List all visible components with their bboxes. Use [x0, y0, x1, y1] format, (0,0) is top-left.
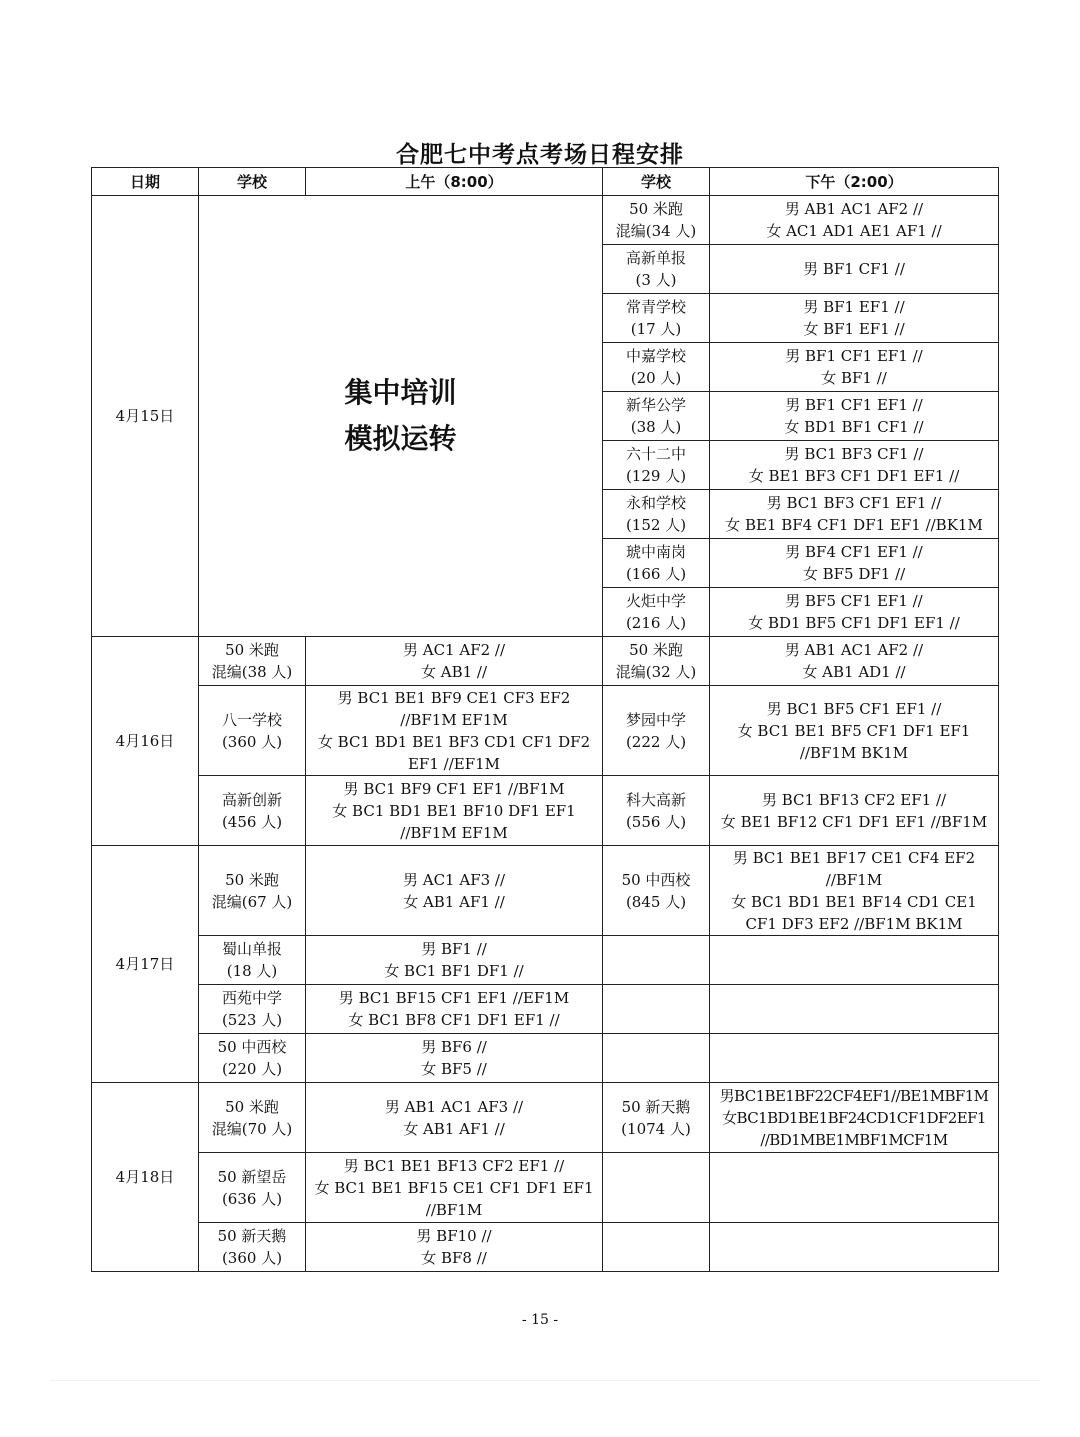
table-row	[92, 637, 999, 686]
female-line: 女 BC1 BF1 DF1 //	[384, 962, 524, 980]
content-line: 女 BC1 BD1 BE1 BF10 DF1 EF1	[332, 801, 576, 820]
table-row	[92, 846, 999, 936]
male-line: 男 BF1 CF1 //	[803, 260, 905, 278]
am-content-cell	[306, 776, 603, 846]
pm-content-cell	[710, 441, 999, 490]
male-line: 男 BF5 CF1 EF1 //	[785, 592, 923, 610]
female-line: 女 BE1 BF3 CF1 DF1 EF1 //	[748, 467, 960, 485]
female-line: 女 BF8 //	[421, 1249, 487, 1267]
am-content-cell	[306, 985, 603, 1034]
pm-content-cell	[710, 776, 999, 846]
content-line: 男 BC1 BE1 BF9 CE1 CF3 EF2	[337, 688, 571, 707]
school-name: 永和学校	[625, 494, 686, 512]
female-line: 女 AB1 AF1 //	[403, 1119, 505, 1138]
content-line: CF1 DF3 EF2 //BF1M BK1M	[745, 914, 963, 933]
am-content-cell	[306, 1153, 603, 1223]
header-afternoon: 下午（2:00）	[710, 168, 999, 196]
empty-cell	[603, 985, 710, 1034]
content-line: 女 BC1 BD1 BE1 BF14 CD1 CE1	[731, 892, 977, 911]
content-line: //BF1M	[825, 870, 883, 889]
pm-school-cell	[603, 245, 710, 294]
male-line: 男 AB1 AC1 AF2 //	[784, 641, 924, 659]
page-title: 合肥七中考点考场日程安排	[396, 142, 684, 168]
pm-school-cell	[603, 392, 710, 441]
male-line: 男 BF1 CF1 EF1 //	[785, 396, 923, 414]
table-row	[92, 1083, 999, 1153]
pm-content-cell	[710, 245, 999, 294]
school-name: 梦园中学	[625, 710, 686, 729]
am-school-cell	[199, 776, 306, 846]
content-line: 女 BC1 BE1 BF15 CE1 CF1 DF1 EF1	[314, 1178, 594, 1197]
schedule-table	[91, 167, 999, 1272]
empty-cell	[603, 936, 710, 985]
date-cell: 4月16日	[92, 637, 199, 846]
content-line: 女BC1BD1BE1BF24CD1CF1DF2EF1	[722, 1108, 986, 1127]
female-line: 女 AC1 AD1 AE1 AF1 //	[766, 222, 942, 240]
pm-school-cell	[603, 343, 710, 392]
empty-cell	[710, 936, 999, 985]
school-name: 50 米跑	[225, 870, 279, 889]
male-line: 男 AB1 AC1 AF3 //	[384, 1097, 524, 1116]
school-count: (3 人)	[635, 271, 677, 289]
school-count: (166 人)	[625, 565, 687, 583]
morning-training-cell	[199, 196, 603, 637]
empty-cell	[603, 1223, 710, 1272]
content-line: 男 BC1 BE1 BF17 CE1 CF4 EF2	[732, 848, 976, 867]
male-line: 男 BF1 CF1 EF1 //	[785, 347, 923, 365]
school-name: 高新单报	[625, 249, 686, 267]
female-line: 女 BC1 BF8 CF1 DF1 EF1 //	[348, 1011, 560, 1029]
female-line: 女 BF1 EF1 //	[803, 320, 905, 338]
am-content-cell	[306, 1083, 603, 1153]
table-header-row	[92, 168, 999, 196]
table-row	[92, 686, 999, 776]
pm-school-cell	[603, 686, 710, 776]
school-name: 六十二中	[625, 445, 686, 463]
school-name: 50 米跑	[225, 1097, 279, 1116]
table-row	[92, 985, 999, 1034]
school-name: 中嘉学校	[625, 347, 686, 365]
school-count: 混编(38 人)	[211, 663, 293, 681]
footer-divider	[50, 1380, 1040, 1381]
empty-cell	[603, 1153, 710, 1223]
content-line: 男 BC1 BF5 CF1 EF1 //	[766, 699, 942, 718]
school-count: 混编(67 人)	[211, 892, 293, 911]
pm-school-cell	[603, 776, 710, 846]
school-name: 西苑中学	[221, 989, 282, 1007]
school-count: (216 人)	[625, 614, 687, 632]
pm-school-cell	[603, 1083, 710, 1153]
pm-school-cell	[603, 441, 710, 490]
pm-school-cell	[603, 637, 710, 686]
date-cell: 4月15日	[92, 196, 199, 637]
school-count: (523 人)	[221, 1011, 283, 1029]
am-content-cell	[306, 686, 603, 776]
school-count: (129 人)	[625, 467, 687, 485]
pm-content-cell	[710, 846, 999, 936]
pm-content-cell	[710, 490, 999, 539]
male-line: 男 AC1 AF2 //	[402, 641, 506, 659]
school-count: (360 人)	[221, 1249, 283, 1267]
table-row	[92, 1223, 999, 1272]
am-school-cell	[199, 1034, 306, 1083]
school-name: 50 米跑	[225, 641, 279, 659]
school-count: 混编(70 人)	[211, 1119, 293, 1138]
school-count: (360 人)	[221, 732, 283, 751]
content-line: //BF1M EF1M	[400, 823, 508, 842]
pm-content-cell	[710, 343, 999, 392]
female-line: 女 BF5 //	[421, 1060, 487, 1078]
am-school-cell	[199, 936, 306, 985]
content-line: 男BC1BE1BF22CF4EF1//BE1MBF1M	[719, 1086, 989, 1105]
school-name: 50 新天鹅	[217, 1227, 287, 1245]
content-line: 女 BC1 BE1 BF5 CF1 DF1 EF1	[737, 721, 971, 740]
female-line: 女 BF1 //	[821, 369, 887, 387]
school-count: (845 人)	[625, 892, 687, 911]
school-count: (222 人)	[625, 732, 687, 751]
school-count: (38 人)	[630, 418, 682, 436]
content-line: 女 BE1 BF12 CF1 DF1 EF1 //BF1M	[720, 812, 988, 831]
school-count: (17 人)	[630, 320, 682, 338]
school-name: 琥中南岗	[625, 543, 686, 561]
male-line: 男 BF1 EF1 //	[803, 298, 905, 316]
morning-text-line: 模拟运转	[344, 422, 457, 455]
male-line: 男 BC1 BF15 CF1 EF1 //EF1M	[338, 989, 570, 1007]
pm-school-cell	[603, 294, 710, 343]
header-date: 日期	[92, 168, 199, 196]
female-line: 女 AB1 //	[420, 663, 488, 681]
pm-school-cell	[603, 490, 710, 539]
empty-cell	[710, 1034, 999, 1083]
date-cell: 4月18日	[92, 1083, 199, 1272]
male-line: 男 AB1 AC1 AF2 //	[784, 200, 924, 218]
school-name: 50 米跑	[629, 641, 683, 659]
content-line: 男 BC1 BE1 BF13 CF2 EF1 //	[343, 1156, 565, 1175]
table-row	[92, 936, 999, 985]
school-name: 八一学校	[221, 710, 282, 729]
school-count: (556 人)	[625, 812, 687, 831]
am-school-cell	[199, 1153, 306, 1223]
school-count: (636 人)	[221, 1189, 283, 1208]
pm-content-cell	[710, 539, 999, 588]
pm-school-cell	[603, 196, 710, 245]
school-count: (20 人)	[630, 369, 682, 387]
pm-content-cell	[710, 196, 999, 245]
table-row	[92, 1153, 999, 1223]
school-count: (220 人)	[221, 1060, 283, 1078]
male-line: 男 BF1 //	[421, 940, 487, 958]
male-line: 男 BC1 BF3 CF1 EF1 //	[766, 494, 942, 512]
am-school-cell	[199, 637, 306, 686]
date-cell: 4月17日	[92, 846, 199, 1083]
pm-content-cell	[710, 1083, 999, 1153]
am-content-cell	[306, 1223, 603, 1272]
school-name: 50 新望岳	[217, 1167, 287, 1186]
pm-content-cell	[710, 392, 999, 441]
school-name: 蜀山单报	[221, 940, 282, 958]
school-count: (456 人)	[221, 812, 283, 831]
male-line: 男 BC1 BF3 CF1 //	[784, 445, 924, 463]
pm-school-cell	[603, 846, 710, 936]
am-school-cell	[199, 1083, 306, 1153]
pm-content-cell	[710, 686, 999, 776]
content-line: //BF1M	[425, 1200, 483, 1219]
school-count: (1074 人)	[621, 1119, 691, 1138]
female-line: 女 BD1 BF5 CF1 DF1 EF1 //	[748, 614, 960, 632]
content-line: //BF1M BK1M	[799, 743, 909, 762]
empty-cell	[710, 985, 999, 1034]
school-name: 50 中西校	[621, 870, 691, 889]
school-name: 50 新天鹅	[621, 1097, 691, 1116]
school-name: 高新创新	[221, 790, 282, 809]
header-school-2: 学校	[603, 168, 710, 196]
empty-cell	[710, 1153, 999, 1223]
am-content-cell	[306, 637, 603, 686]
table-row	[92, 196, 999, 245]
female-line: 女 AB1 AD1 //	[802, 663, 906, 681]
am-school-cell	[199, 985, 306, 1034]
page-number: - 15 -	[521, 1312, 559, 1328]
am-content-cell	[306, 1034, 603, 1083]
content-line: 男 BC1 BF9 CF1 EF1 //BF1M	[343, 779, 565, 798]
morning-text-line: 集中培训	[344, 376, 457, 409]
female-line: 女 BE1 BF4 CF1 DF1 EF1 //BK1M	[725, 516, 983, 534]
pm-content-cell	[710, 588, 999, 637]
male-line: 男 BF10 //	[416, 1227, 492, 1245]
content-line: //BF1M EF1M	[400, 710, 508, 729]
school-name: 科大高新	[625, 790, 686, 809]
school-count: (152 人)	[625, 516, 687, 534]
am-school-cell	[199, 1223, 306, 1272]
table-row	[92, 776, 999, 846]
school-name: 火炬中学	[625, 592, 686, 610]
header-school: 学校	[199, 168, 306, 196]
content-line: EF1 //EF1M	[407, 754, 501, 773]
table-row	[92, 1034, 999, 1083]
school-name: 50 米跑	[629, 200, 683, 218]
content-line: //BD1MBE1MBF1MCF1M	[760, 1130, 948, 1149]
pm-content-cell	[710, 637, 999, 686]
empty-cell	[710, 1223, 999, 1272]
pm-content-cell	[710, 294, 999, 343]
school-name: 常青学校	[625, 298, 686, 316]
school-name: 50 中西校	[217, 1038, 287, 1056]
am-content-cell	[306, 846, 603, 936]
male-line: 男 BF4 CF1 EF1 //	[785, 543, 923, 561]
female-line: 女 AB1 AF1 //	[403, 892, 505, 911]
empty-cell	[603, 1034, 710, 1083]
school-count: (18 人)	[226, 962, 278, 980]
school-count: 混编(34 人)	[615, 222, 697, 240]
am-school-cell	[199, 686, 306, 776]
pm-school-cell	[603, 588, 710, 637]
female-line: 女 BD1 BF1 CF1 //	[784, 418, 924, 436]
content-line: 女 BC1 BD1 BE1 BF3 CD1 CF1 DF2	[317, 732, 591, 751]
header-morning: 上午（8:00）	[306, 168, 603, 196]
am-content-cell	[306, 936, 603, 985]
male-line: 男 BF6 //	[421, 1038, 487, 1056]
female-line: 女 BF5 DF1 //	[802, 565, 906, 583]
school-count: 混编(32 人)	[615, 663, 697, 681]
content-line: 男 BC1 BF13 CF2 EF1 //	[761, 790, 947, 809]
pm-school-cell	[603, 539, 710, 588]
school-name: 新华公学	[625, 396, 686, 414]
am-school-cell	[199, 846, 306, 936]
male-line: 男 AC1 AF3 //	[402, 870, 506, 889]
